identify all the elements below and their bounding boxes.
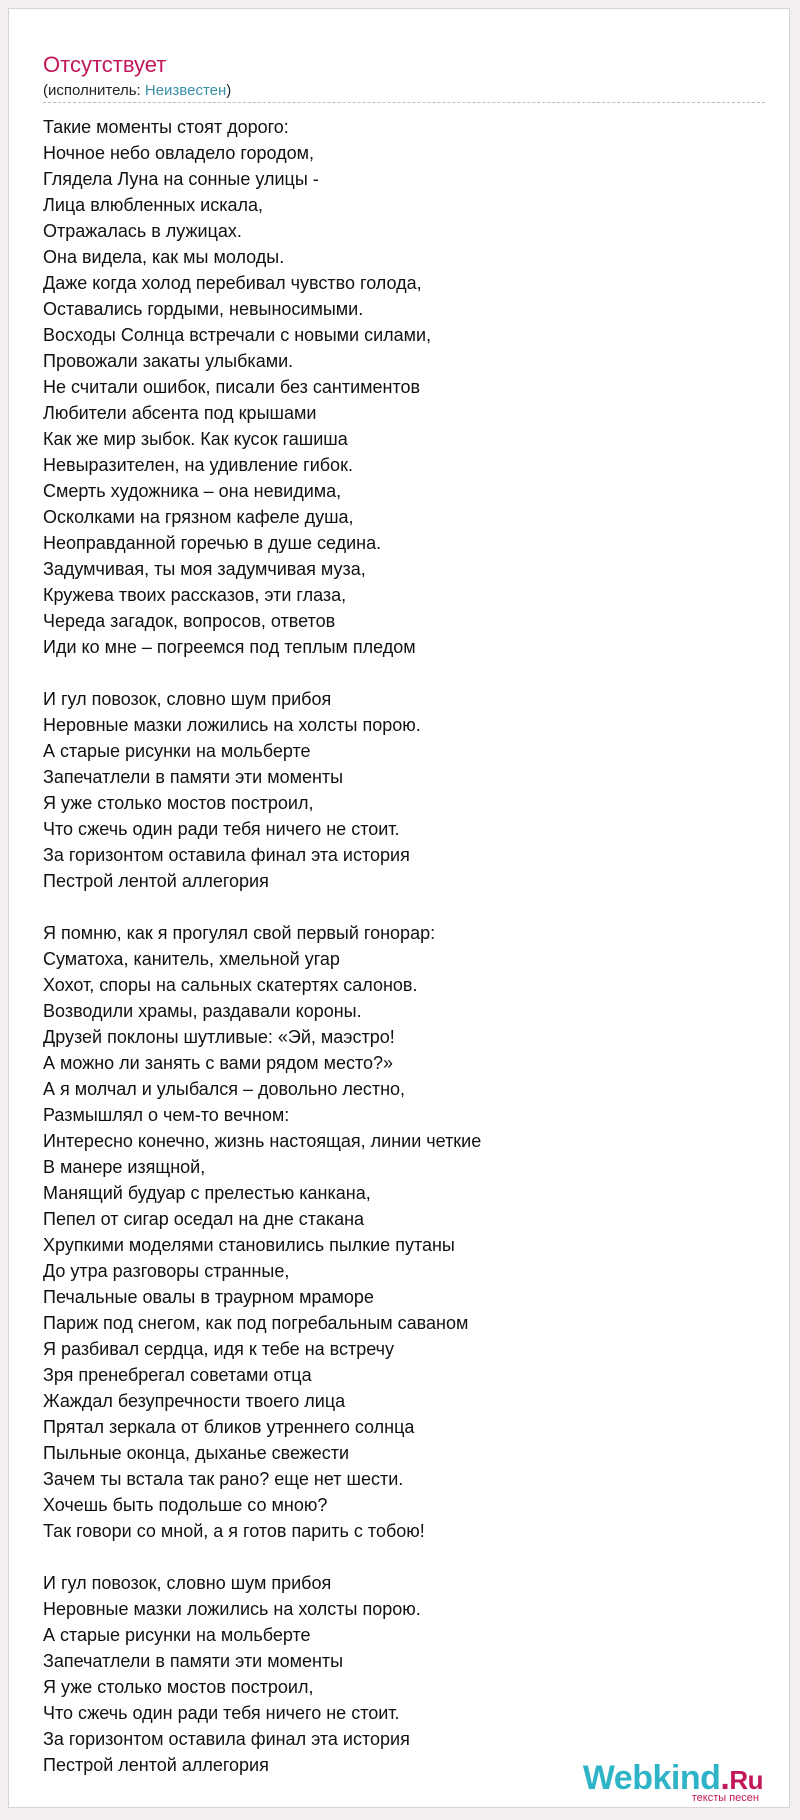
lyrics-line: Друзей поклоны шутливые: «Эй, маэстро! <box>43 1027 395 1047</box>
lyrics-line: Не считали ошибок, писали без сантиментов <box>43 377 421 397</box>
lyrics-line: Пестрой лентой аллегория <box>43 1755 269 1775</box>
logo-dot: . <box>720 1759 730 1797</box>
lyrics-line: До утра разговоры странные, <box>43 1261 290 1281</box>
lyrics-line: Невыразителен, на удивление гибок. <box>43 455 353 475</box>
lyrics-line: Пыльные оконца, дыханье свежести <box>43 1443 350 1463</box>
lyrics-line: Хочешь быть подольше со мною? <box>43 1495 328 1515</box>
artist-link[interactable]: Неизвестен <box>144 82 227 99</box>
lyrics-line: Как же мир зыбок. Как кусок гашиша <box>43 429 348 449</box>
lyrics-line: Такие моменты стоят дорого: <box>43 117 289 137</box>
lyrics-stanza <box>43 114 783 660</box>
lyrics-line: А старые рисунки на мольберте <box>43 1625 311 1645</box>
lyrics-line: Зря пренебрегал советами отца <box>43 1365 312 1385</box>
lyrics-line: Любители абсента под крышами <box>43 403 317 423</box>
lyrics-line: Запечатлели в памяти эти моменты <box>43 1651 344 1671</box>
lyrics-stanza <box>43 920 783 1544</box>
lyrics-card <box>8 8 790 1808</box>
lyrics-line: Лица влюбленных искала, <box>43 195 264 215</box>
lyrics-line: И гул повозок, словно шум прибоя <box>43 689 332 709</box>
lyrics-line: Манящий будуар с прелестью канкана, <box>43 1183 371 1203</box>
artist-suffix: ) <box>226 82 232 99</box>
lyrics-line: Что сжечь один ради тебя ничего не стоит. <box>43 1703 400 1723</box>
header-divider <box>43 102 765 103</box>
lyrics-line: Возводили храмы, раздавали короны. <box>43 1001 362 1021</box>
lyrics-line: Отражалась в лужицах. <box>43 221 242 241</box>
lyrics-line: Печальные овалы в траурном мраморе <box>43 1287 374 1307</box>
lyrics-line: А я молчал и улыбался – довольно лестно, <box>43 1079 406 1099</box>
lyrics-line: За горизонтом оставила финал эта история <box>43 1729 410 1749</box>
lyrics-line: Запечатлели в памяти эти моменты <box>43 767 344 787</box>
lyrics-line: Я уже столько мостов построил, <box>43 793 314 813</box>
lyrics-line: Я уже столько мостов построил, <box>43 1677 314 1697</box>
song-title: Отсутствует <box>43 52 167 77</box>
lyrics-line: Череда загадок, вопросов, ответов <box>43 611 336 631</box>
lyrics-line: Ночное небо овладело городом, <box>43 143 315 163</box>
lyrics-line: Глядела Луна на сонные улицы - <box>43 169 319 189</box>
lyrics-line: Смерть художника – она невидима, <box>43 481 342 501</box>
lyrics-line: Оставались гордыми, невыносимыми. <box>43 299 364 319</box>
lyrics-line: Зачем ты встала так рано? еще нет шести. <box>43 1469 404 1489</box>
logo-tagline: тексты песен <box>691 1792 759 1804</box>
lyrics-line: За горизонтом оставила финал эта история <box>43 845 410 865</box>
lyrics-line: Прятал зеркала от бликов утреннего солнца <box>43 1417 415 1437</box>
site-logo[interactable] <box>583 1761 763 1804</box>
lyrics-line: А старые рисунки на мольберте <box>43 741 311 761</box>
lyrics-stanza <box>43 686 783 894</box>
lyrics-line: Так говори со мной, а я готов парить с тобою! <box>43 1521 425 1541</box>
lyrics-line: Хрупкими моделями становились пылкие путаны <box>43 1235 455 1255</box>
lyrics-line: Провожали закаты улыбками. <box>43 351 294 371</box>
lyrics-line: Интересно конечно, жизнь настоящая, линии четкие <box>43 1131 482 1151</box>
lyrics-stanza <box>43 1570 783 1778</box>
lyrics-text <box>43 114 783 1778</box>
lyrics-line: Даже когда холод перебивал чувство голода, <box>43 273 422 293</box>
lyrics-line: Париж под снегом, как под погребальным саваном <box>43 1313 469 1333</box>
artist-line <box>43 82 231 100</box>
lyrics-line: В манере изящной, <box>43 1157 206 1177</box>
lyrics-line: Задумчивая, ты моя задумчивая муза, <box>43 559 366 579</box>
logo-main-text: Webkind <box>582 1759 721 1797</box>
lyrics-line: Пепел от сигар оседал на дне стакана <box>43 1209 365 1229</box>
lyrics-line: Суматоха, канитель, хмельной угар <box>43 949 340 969</box>
lyrics-line: Я разбивал сердца, идя к тебе на встречу <box>43 1339 395 1359</box>
lyrics-line: И гул повозок, словно шум прибоя <box>43 1573 332 1593</box>
lyrics-line: Жаждал безупречности твоего лица <box>43 1391 346 1411</box>
lyrics-line: Она видела, как мы молоды. <box>43 247 285 267</box>
lyrics-line: Пестрой лентой аллегория <box>43 871 269 891</box>
lyrics-line: Неровные мазки ложились на холсты порою. <box>43 715 421 735</box>
lyrics-line: Размышлял о чем-то вечном: <box>43 1105 290 1125</box>
lyrics-line: Я помню, как я прогулял свой первый гонорар: <box>43 923 436 943</box>
lyrics-line: Иди ко мне – погреемся под теплым пледом <box>43 637 416 657</box>
lyrics-line: Кружева твоих рассказов, эти глаза, <box>43 585 347 605</box>
logo-tld: Ru <box>729 1765 763 1795</box>
lyrics-line: Хохот, споры на сальных скатертях салонов. <box>43 975 418 995</box>
lyrics-line: Осколками на грязном кафеле душа, <box>43 507 354 527</box>
lyrics-line: Неровные мазки ложились на холсты порою. <box>43 1599 421 1619</box>
lyrics-line: Неоправданной горечью в душе седина. <box>43 533 382 553</box>
lyrics-line: А можно ли занять с вами рядом место?» <box>43 1053 394 1073</box>
lyrics-line: Восходы Солнца встречали с новыми силами, <box>43 325 432 345</box>
artist-prefix: (исполнитель: <box>43 82 145 99</box>
lyrics-line: Что сжечь один ради тебя ничего не стоит. <box>43 819 400 839</box>
